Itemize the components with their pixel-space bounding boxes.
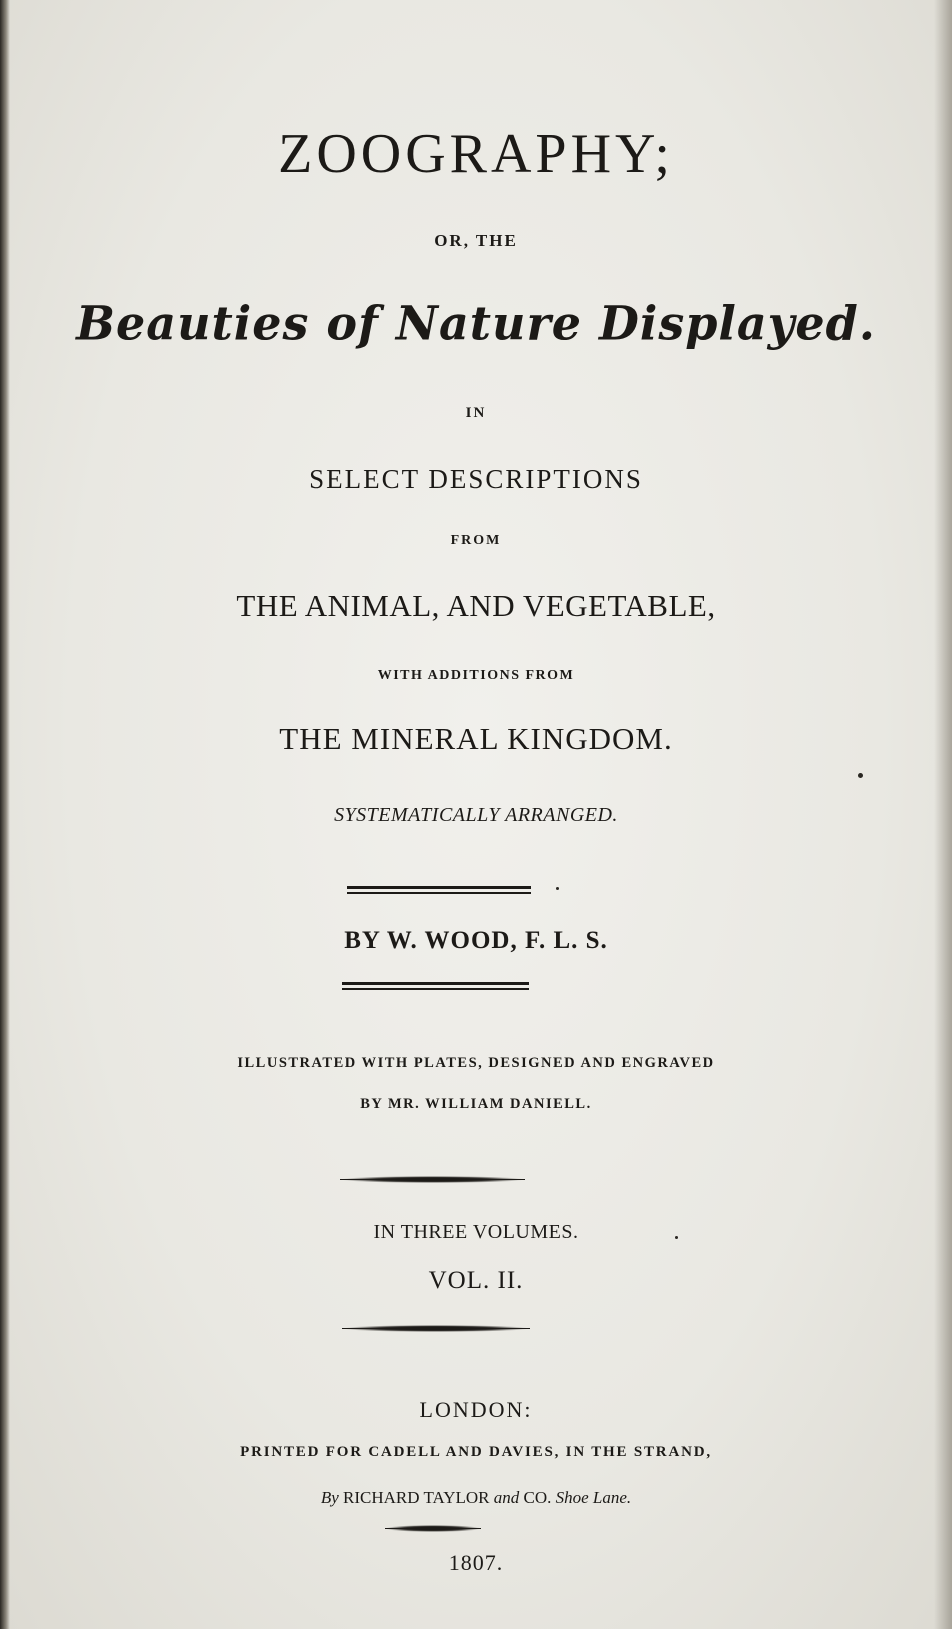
printer-co: CO. — [523, 1488, 552, 1507]
in-text: IN — [465, 405, 487, 421]
ink-speck — [858, 773, 863, 778]
swell-rule-3 — [385, 1525, 481, 1532]
ink-speck — [675, 1236, 678, 1239]
three-volumes: IN THREE VOLUMES. — [373, 1221, 579, 1243]
author-line: BY W. WOOD, F. L. S. — [344, 927, 608, 954]
mineral-kingdom: THE MINERAL KINGDOM. — [279, 721, 673, 756]
double-rule-bottom — [342, 982, 529, 992]
volume-number: VOL. II. — [428, 1267, 524, 1294]
systematically-arranged: SYSTEMATICALLY ARRANGED. — [334, 804, 618, 826]
additions-from: WITH ADDITIONS FROM — [377, 668, 575, 683]
book-title: ZOOGRAPHY; — [278, 123, 674, 185]
double-rule-top — [347, 886, 531, 896]
printer-name: RICHARD TAYLOR — [343, 1488, 490, 1507]
ink-speck — [556, 887, 559, 890]
select-descriptions: SELECT DESCRIPTIONS — [309, 464, 643, 494]
or-the-text: OR, THE — [434, 231, 518, 250]
from-text: FROM — [450, 533, 502, 548]
swell-rule-2 — [342, 1325, 530, 1332]
imprint-city: LONDON: — [419, 1397, 533, 1422]
animal-vegetable: THE ANIMAL, AND VEGETABLE, — [236, 588, 716, 623]
printed-for-line: PRINTED FOR CADELL AND DAVIES, IN THE STRAND, — [240, 1444, 712, 1460]
printer-by: By — [320, 1488, 339, 1507]
printer-street: Shoe Lane. — [555, 1488, 632, 1507]
publication-year: 1807. — [448, 1550, 504, 1575]
printer-and: and — [493, 1488, 520, 1507]
swell-rule-1 — [340, 1176, 525, 1183]
blackletter-subtitle: Beauties of Nature Displayed. — [76, 295, 876, 351]
printer-line — [0, 1489, 952, 1506]
illustrated-line: ILLUSTRATED WITH PLATES, DESIGNED AND ENGRAVED — [237, 1055, 715, 1071]
engraver-line: BY MR. WILLIAM DANIELL. — [360, 1096, 592, 1112]
